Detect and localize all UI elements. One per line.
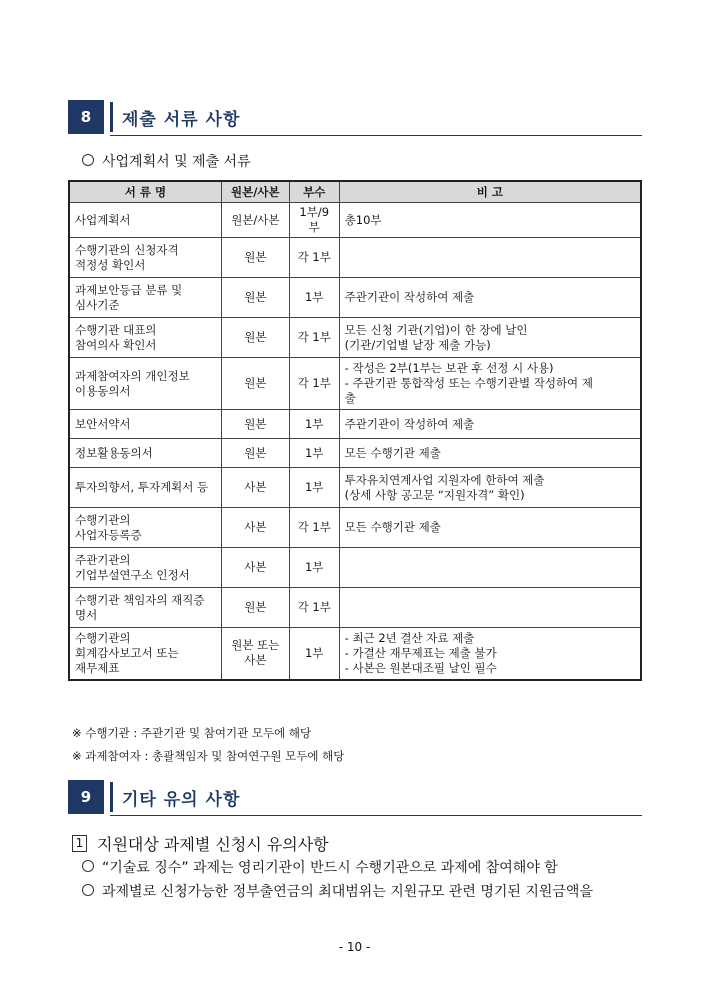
note-cell — [339, 439, 641, 468]
subsection-marker: 1 — [72, 835, 87, 852]
table-row — [69, 588, 641, 628]
count-cell: 1부 — [289, 468, 339, 508]
doc-name-cell-line: 명서 — [75, 607, 98, 622]
header-type: 원본/사본 — [221, 181, 289, 203]
doc-name-cell — [69, 358, 221, 410]
table-row — [69, 318, 641, 358]
type-cell-line: 원본 — [244, 290, 267, 304]
count-cell: 각 1부 — [289, 508, 339, 548]
doc-name-cell-line: 적정성 확인서 — [75, 257, 146, 272]
section-8-header — [68, 100, 642, 136]
doc-name-cell-line: 재무제표 — [75, 660, 120, 675]
doc-name-cell-line: 보안서약서 — [75, 416, 131, 431]
type-cell-line: 원본 — [244, 445, 267, 460]
count-cell: 1부/9부 — [289, 203, 339, 238]
table-row — [69, 439, 641, 468]
section-9-header — [68, 780, 642, 816]
type-cell-line: 사본 — [244, 480, 267, 494]
doc-name-cell — [69, 588, 221, 628]
circle-bullet-icon — [82, 860, 94, 872]
docs-heading — [82, 151, 251, 171]
section-9-title: 기타 유의 사항 — [122, 790, 241, 810]
bullet-1-text: “기술료 징수” 과제는 영리기관이 반드시 수행기관으로 과제에 참여해야 함 — [102, 860, 558, 876]
bullet-2-text: 과제별로 신청가능한 정부출연금의 최대범위는 지원규모 관련 명기된 지원금액을 — [102, 884, 593, 900]
note-cell-line: 주관기관이 작성하여 제출 — [344, 290, 475, 304]
section-8-title: 제출 서류 사항 — [122, 110, 241, 130]
circle-bullet-icon — [82, 154, 94, 166]
doc-name-cell-line: 정보활용동의서 — [75, 445, 153, 460]
note-cell — [339, 548, 641, 588]
type-cell — [221, 410, 289, 439]
count-cell: 1부 — [289, 278, 339, 318]
section-8-number: 8 — [68, 100, 104, 134]
type-cell — [221, 588, 289, 628]
subsection-title: 지원대상 과제별 신청시 유의사항 — [97, 835, 329, 854]
count-cell: 각 1부 — [289, 588, 339, 628]
doc-name-cell — [69, 410, 221, 439]
doc-name-cell — [69, 508, 221, 548]
type-cell-line: 사본 — [244, 520, 267, 534]
doc-name-cell-line: 수행기관 대표의 — [75, 322, 157, 337]
note-cell — [339, 318, 641, 358]
count-cell: 1부 — [289, 439, 339, 468]
doc-name-cell-line: 회계감사보고서 또는 — [75, 645, 179, 660]
count-cell: 각 1부 — [289, 238, 339, 278]
note-cell — [339, 238, 641, 278]
doc-name-cell-line: 수행기관 책임자의 재직증 — [75, 592, 205, 607]
doc-name-cell — [69, 548, 221, 588]
type-cell-line: 원본 — [244, 416, 267, 431]
doc-name-cell — [69, 628, 221, 680]
table-row — [69, 203, 641, 238]
table-row — [69, 548, 641, 588]
doc-name-cell — [69, 318, 221, 358]
doc-name-cell-line: 심사기준 — [75, 297, 120, 312]
count-cell: 1부 — [289, 628, 339, 680]
doc-name-cell-line: 참여의사 확인서 — [75, 337, 157, 352]
count-cell: 각 1부 — [289, 358, 339, 410]
type-cell-line: 사본 — [244, 560, 267, 574]
note-cell-line: 출 — [344, 391, 356, 405]
table-header-row — [69, 181, 641, 203]
type-cell — [221, 203, 289, 238]
note-2: ※ 과제참여자 : 총괄책임자 및 참여연구원 모두에 해당 — [72, 749, 345, 763]
header-doc-name: 서 류 명 — [69, 181, 221, 203]
type-cell-line: 원본 또는 — [231, 638, 280, 653]
doc-name-cell — [69, 468, 221, 508]
documents-table — [68, 180, 642, 681]
doc-name-cell — [69, 203, 221, 238]
bullet-2 — [82, 881, 593, 901]
type-cell — [221, 628, 289, 680]
note-cell — [339, 468, 641, 508]
note-cell-line: - 주관기관 통합작성 또는 수행기관별 작성하여 제 — [344, 376, 593, 390]
table-row — [69, 238, 641, 278]
type-cell-line: 사본 — [244, 653, 267, 668]
type-cell — [221, 318, 289, 358]
count-cell: 1부 — [289, 410, 339, 439]
note-1: ※ 수행기관 : 주관기관 및 참여기관 모두에 해당 — [72, 726, 312, 740]
type-cell — [221, 548, 289, 588]
page-number: - 10 - — [338, 940, 371, 954]
bullet-1 — [82, 857, 558, 877]
section-8-underline — [110, 135, 642, 136]
note-cell — [339, 508, 641, 548]
doc-name-cell-line: 사업자등록증 — [75, 527, 142, 542]
table-row — [69, 468, 641, 508]
type-cell-line: 원본 — [244, 250, 267, 264]
note-cell-line: (상세 사항 공고문 “지원자격” 확인) — [344, 487, 525, 502]
section-8-bar — [110, 102, 113, 132]
section-9-number: 9 — [68, 780, 104, 814]
doc-name-cell-line: 기업부설연구소 인정서 — [75, 567, 190, 582]
note-cell — [339, 203, 641, 238]
header-count: 부수 — [289, 181, 339, 203]
table-row — [69, 508, 641, 548]
note-cell-line: - 사본은 원본대조필 날인 필수 — [344, 660, 497, 675]
doc-name-cell-line: 수행기관의 신청자격 — [75, 242, 179, 257]
type-cell — [221, 358, 289, 410]
subsection-heading — [72, 832, 329, 855]
note-cell-line: - 작성은 2부(1부는 보관 후 선정 시 사용) — [344, 361, 554, 375]
circle-bullet-icon — [82, 884, 94, 896]
docs-heading-text: 사업계획서 및 제출 서류 — [102, 154, 251, 170]
type-cell-line: 원본 — [244, 600, 267, 614]
note-cell-line: 모든 수행기관 제출 — [344, 520, 441, 534]
doc-name-cell-line: 과제참여자의 개인정보 — [75, 368, 190, 383]
table-row — [69, 628, 641, 680]
note-cell-line: - 가결산 재무제표는 제출 불가 — [344, 645, 497, 660]
note-cell-line: 주관기관이 작성하여 제출 — [344, 416, 475, 431]
type-cell — [221, 278, 289, 318]
note-cell — [339, 628, 641, 680]
table-row — [69, 278, 641, 318]
note-cell — [339, 588, 641, 628]
note-cell — [339, 410, 641, 439]
note-cell-line: 모든 수행기관 제출 — [344, 445, 441, 460]
note-cell-line: (기관/기업별 낱장 제출 가능) — [344, 337, 491, 352]
doc-name-cell-line: 투자의향서, 투자계획서 등 — [75, 480, 209, 494]
note-cell-line: 투자유치연계사업 지원자에 한하여 제출 — [344, 472, 545, 487]
section-9-underline — [110, 815, 642, 816]
type-cell-line: 원본 — [244, 376, 267, 390]
doc-name-cell-line: 과제보안등급 분류 및 — [75, 282, 183, 297]
note-cell-line: - 최근 2년 결산 자료 제출 — [344, 630, 475, 645]
note-cell-line: 모든 신청 기관(기업)이 한 장에 날인 — [344, 322, 528, 337]
type-cell — [221, 468, 289, 508]
doc-name-cell-line: 사업계획서 — [75, 212, 131, 227]
doc-name-cell — [69, 278, 221, 318]
section-9-bar — [110, 782, 113, 812]
table-row — [69, 358, 641, 410]
table-row — [69, 410, 641, 439]
count-cell: 1부 — [289, 548, 339, 588]
doc-name-cell — [69, 238, 221, 278]
count-cell: 각 1부 — [289, 318, 339, 358]
header-note: 비 고 — [339, 181, 641, 203]
type-cell-line: 원본/사본 — [231, 212, 280, 227]
note-cell — [339, 278, 641, 318]
doc-name-cell-line: 이용동의서 — [75, 383, 131, 398]
type-cell-line: 원본 — [244, 330, 267, 344]
note-cell-line: 총10부 — [344, 212, 382, 227]
type-cell — [221, 439, 289, 468]
doc-name-cell-line: 주관기관의 — [75, 552, 131, 567]
type-cell — [221, 508, 289, 548]
note-cell — [339, 358, 641, 410]
type-cell — [221, 238, 289, 278]
doc-name-cell — [69, 439, 221, 468]
doc-name-cell-line: 수행기관의 — [75, 512, 131, 527]
doc-name-cell-line: 수행기관의 — [75, 630, 131, 645]
